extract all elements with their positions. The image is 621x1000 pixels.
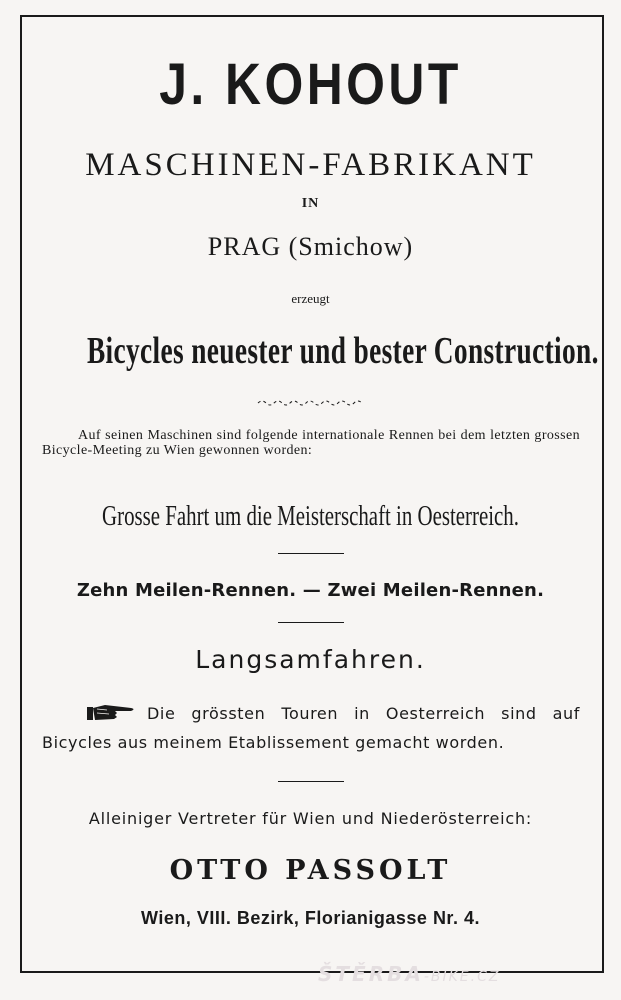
profession-heading: MASCHINEN-FABRIKANT — [85, 147, 536, 183]
intro-paragraph: Auf seinen Maschinen sind folgende internationale Rennen bei dem letzten grossen Bicycle-Meeting zu Wien gewonnen worden: — [42, 428, 580, 458]
verb-text: erzeugt — [291, 291, 330, 306]
section-rule — [278, 553, 344, 554]
site-watermark — [318, 962, 618, 992]
tour-note-paragraph — [42, 699, 580, 757]
representative-intro: Alleiniger Vertreter für Wien und Niederösterreich: — [88, 809, 533, 828]
company-name: J. KOHOUT — [159, 52, 462, 117]
watermark-brand: ŠTĚRBA — [318, 962, 424, 986]
representative-address: Wien, VIII. Bezirk, Florianigasse Nr. 4. — [141, 908, 480, 928]
race-slow-riding: Langsamfahren. — [195, 645, 426, 674]
section-rule — [278, 622, 344, 623]
preposition-text: IN — [301, 196, 320, 211]
representative-name: OTTO PASSOLT — [169, 855, 452, 886]
race-mile-races: Zehn Meilen-Rennen. — Zwei Meilen-Rennen. — [76, 580, 545, 601]
location-text: PRAG (Smichow) — [207, 232, 414, 261]
divider-ornament — [0, 396, 621, 411]
pointing-hand-icon — [87, 701, 137, 723]
product-headline: Bicycles neuester und bester Construction. — [86, 330, 599, 372]
race-championship: Grosse Fahrt um die Meisterschaft in Oesterreich. — [102, 500, 519, 532]
watermark-suffix: -BIKE.CZ — [423, 969, 501, 985]
tour-note-text: Die grössten Touren in Oesterreich sind auf Bicycles aus meinem Etablissement gemacht worden. — [42, 704, 580, 752]
section-rule — [278, 781, 344, 782]
